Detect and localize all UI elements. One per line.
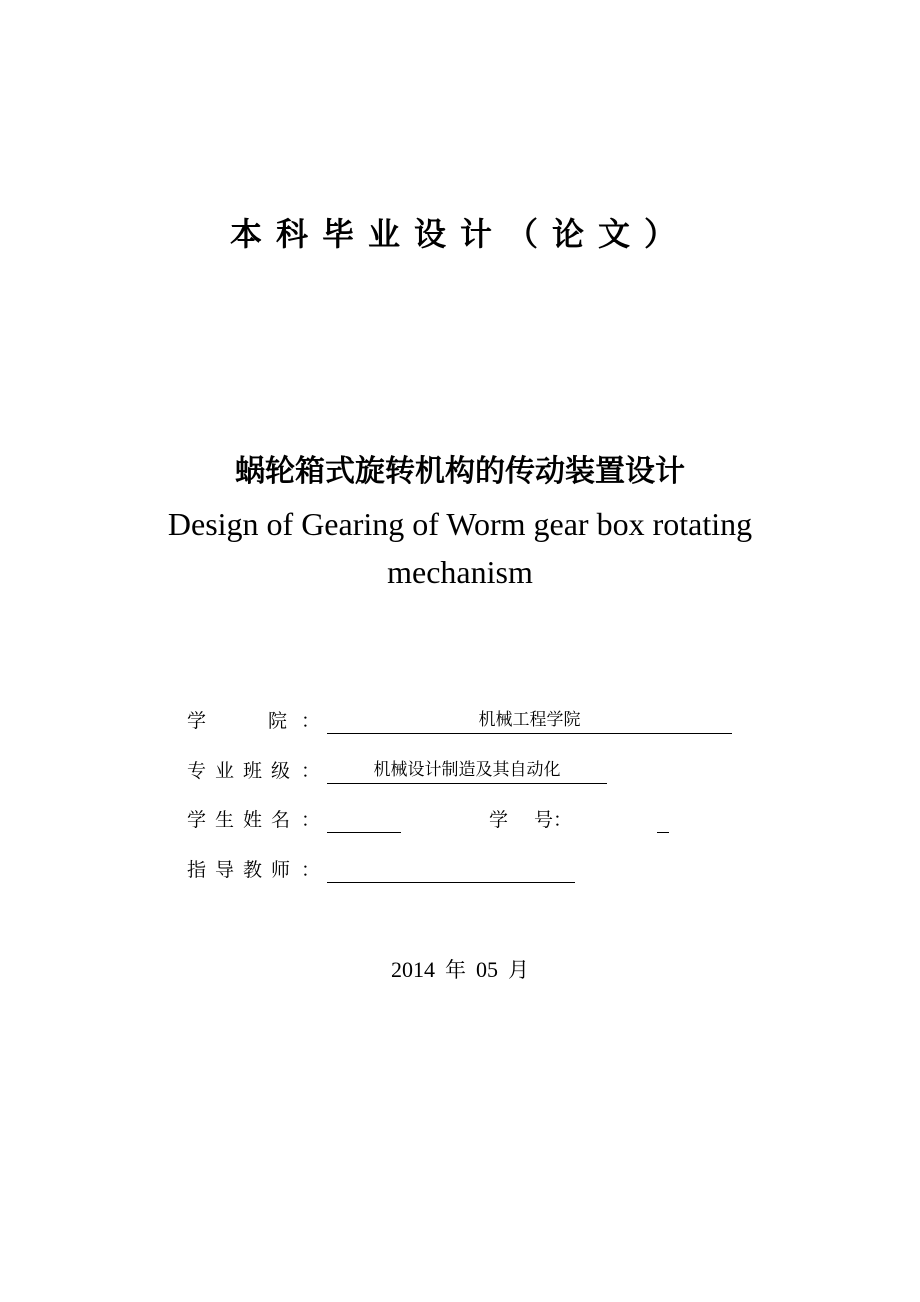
major-class-label: 专业班级 [187, 760, 300, 782]
date-month-unit: 月 [508, 958, 529, 982]
advisor-label: 指导教师 [187, 859, 300, 881]
thesis-title-english: Design of Gearing of Worm gear box rotating mechanism [167, 506, 753, 590]
major-class-row [187, 754, 747, 788]
college-row [187, 704, 747, 738]
thesis-title-chinese: 蜗轮箱式旋转机构的传动装置设计 [235, 454, 685, 489]
advisor-colon: ： [301, 859, 321, 881]
submission-date [0, 952, 920, 988]
student-name-value [327, 803, 401, 833]
student-name-label: 学生姓名 [187, 809, 300, 831]
major-class-colon: ： [301, 760, 321, 782]
student-row [187, 803, 747, 837]
college-colon: ： [301, 710, 321, 732]
document-type-title: 本科毕业设计（论文） [229, 215, 690, 253]
date-year-unit: 年 [445, 958, 466, 982]
student-name-colon: ： [301, 809, 321, 831]
advisor-row [187, 853, 747, 887]
student-number-label: 学 号： [489, 809, 573, 831]
advisor-value [327, 853, 575, 883]
college-value: 机械工程学院 [327, 704, 732, 734]
college-label: 学 院 [187, 710, 288, 732]
date-year: 2014 [391, 957, 435, 982]
date-month: 05 [476, 957, 498, 982]
major-class-value: 机械设计制造及其自动化 [327, 754, 607, 784]
student-number-value [657, 803, 669, 833]
